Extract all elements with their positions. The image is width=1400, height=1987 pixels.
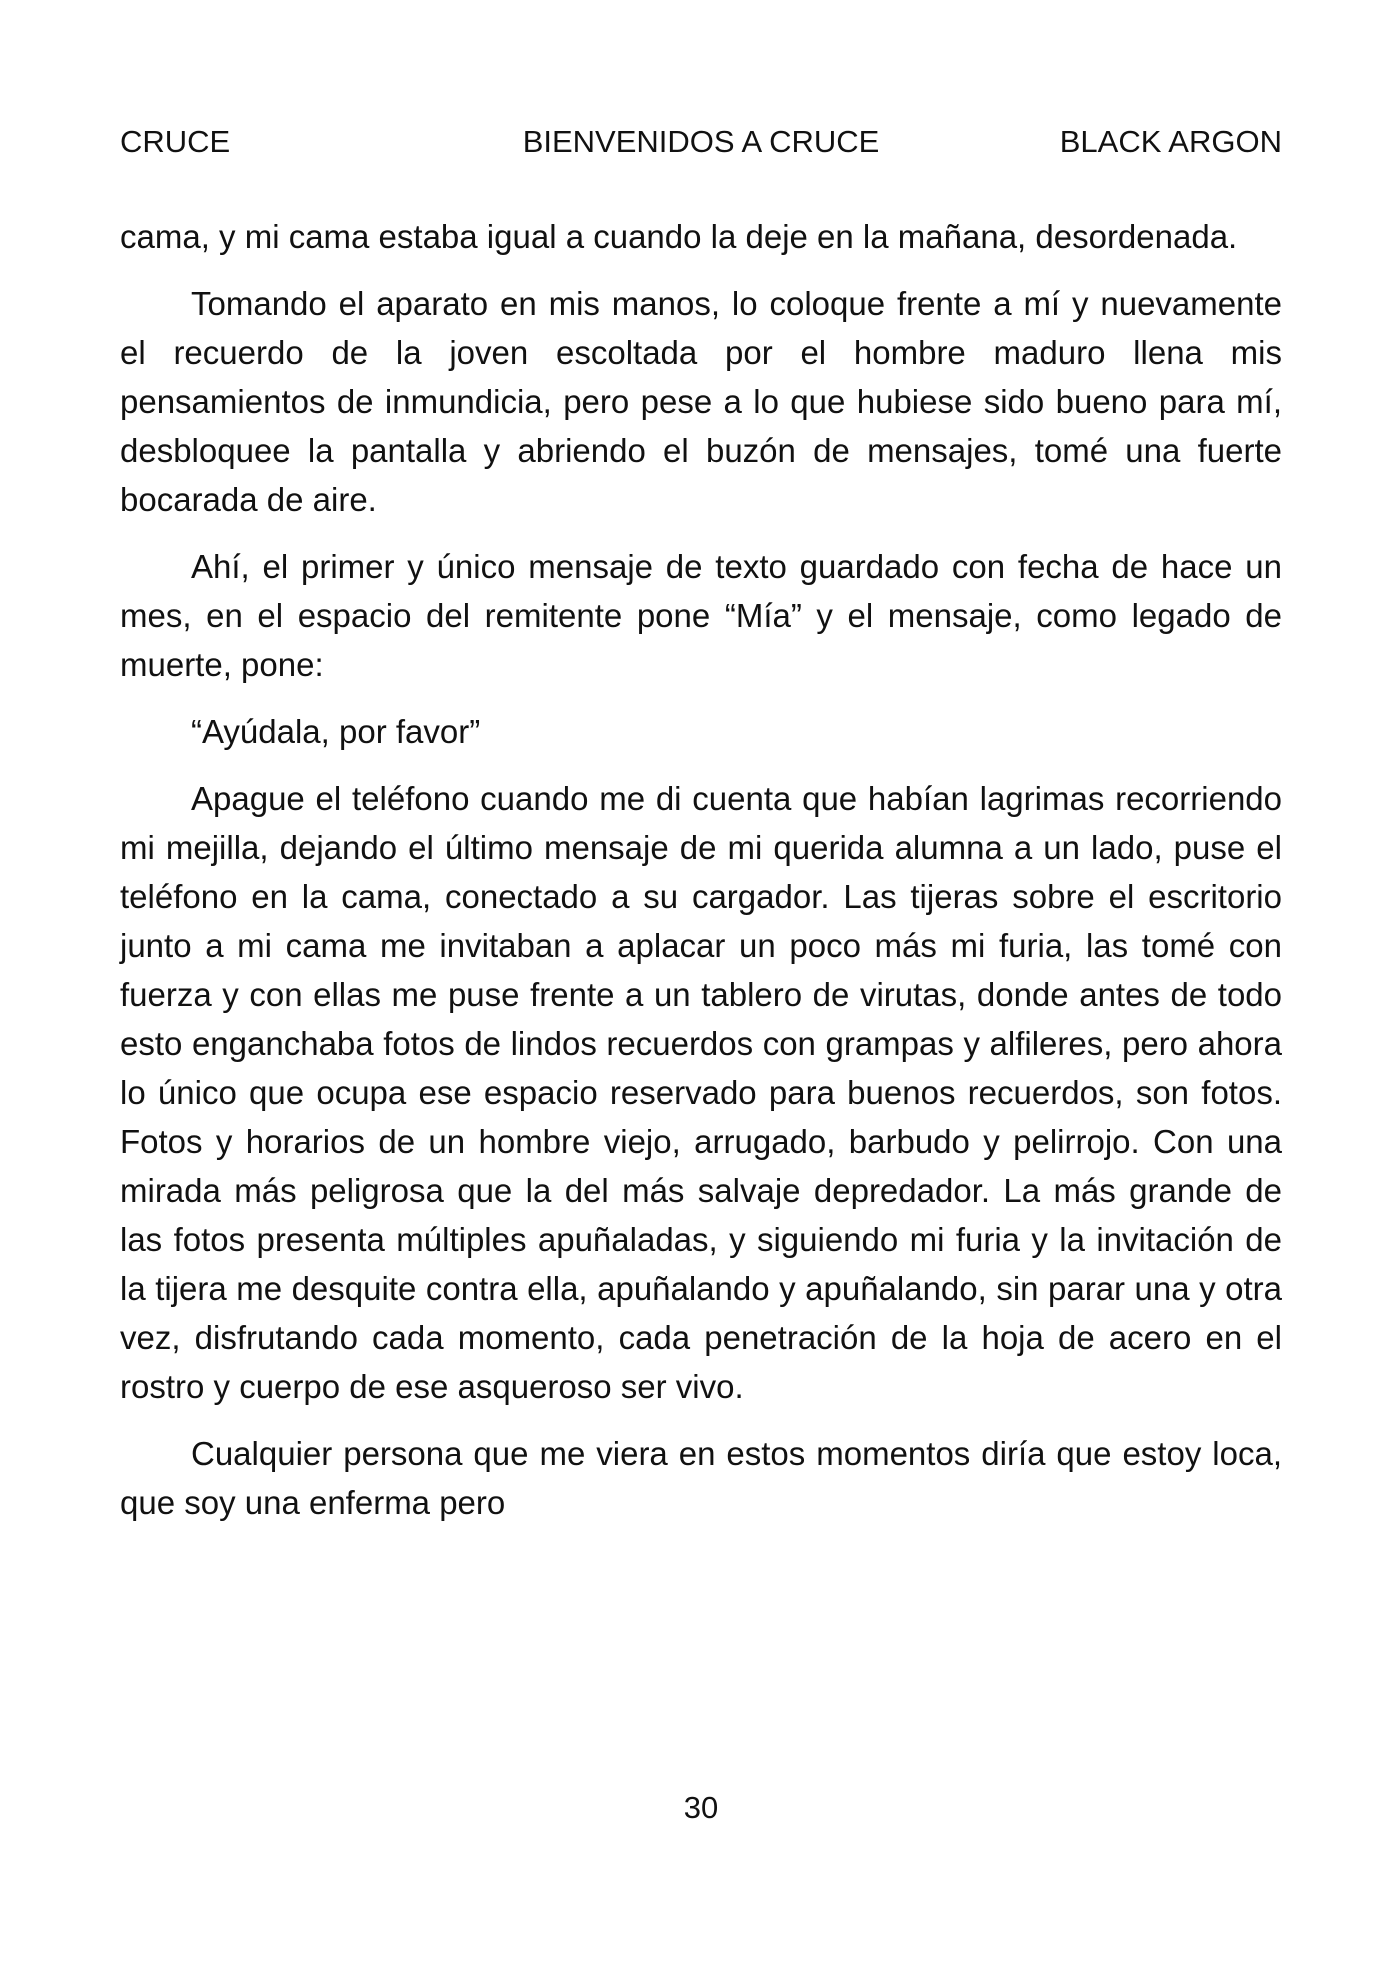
page-number: 30: [683, 1790, 719, 1825]
header-chapter-title: BIENVENIDOS A CRUCE: [522, 124, 880, 159]
paragraph-continuation: cama, y mi cama estaba igual a cuando la deje en la mañana, desordenada.: [120, 218, 1238, 255]
paragraph-quote: “Ayúdala, por favor”: [191, 713, 481, 750]
header-book-title: CRUCE: [120, 124, 231, 159]
book-page: [120, 0, 1282, 1987]
paragraph: Ahí, el primer y único mensaje de texto guardado con fecha de hace un mes, en el espacio del remitente pone “Mía” y el mensaje, como legado de muerte, pone:: [120, 548, 1282, 683]
paragraph: Cualquier persona que me viera en estos momentos diría que estoy loca, que soy una enferma pero: [120, 1435, 1282, 1521]
paragraph: Apague el teléfono cuando me di cuenta que habían lagrimas recorriendo mi mejilla, dejando el último mensaje de mi querida alumna a un lado, puse el teléfono en la cama, conectado a su cargador. Las tijeras sobre el escritorio junto a mi cama me invitaban a aplacar un poco más mi furia, las tomé con fuerza y con ellas me puse frente a un tablero de virutas, donde antes de todo esto enganchaba fotos de lindos recuerdos con grampas y alfileres, pero ahora lo único que ocupa ese espacio reservado para buenos recuerdos, son fotos. Fotos y horarios de un hombre viejo, arrugado, barbudo y pelirrojo. Con una mirada más peligrosa que la del más salvaje depredador. La más grande de las fotos presenta múltiples apuñaladas, y siguiendo mi furia y la invitación de la tijera me desquite contra ella, apuñalando y apuñalando, sin parar una y otra vez, disfrutando cada momento, cada penetración de la hoja de acero en el rostro y cuerpo de ese asqueroso ser vivo.: [120, 780, 1282, 1405]
running-header: [120, 122, 1282, 162]
paragraph: Tomando el aparato en mis manos, lo coloque frente a mí y nuevamente el recuerdo de la joven escoltada por el hombre maduro llena mis pensamientos de inmundicia, pero pese a lo que hubiese sido bueno para mí, desbloquee la pantalla y abriendo el buzón de mensajes, tomé una fuerte bocarada de aire.: [120, 285, 1282, 518]
page-body: [120, 212, 1282, 1545]
header-author: BLACK ARGON: [1059, 124, 1282, 159]
